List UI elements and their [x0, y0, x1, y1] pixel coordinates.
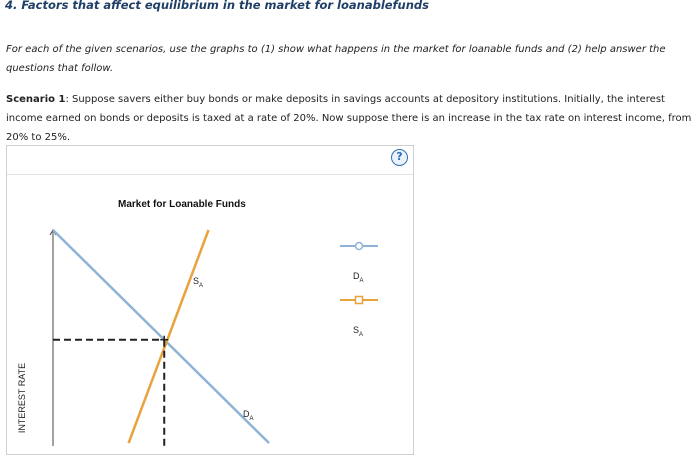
curve-label-da: $D_A$ [243, 409, 254, 422]
demand-curve-da[interactable] [53, 230, 269, 443]
legend-sa-square-icon [356, 297, 363, 304]
legend-item-sa[interactable] [340, 297, 378, 339]
scenario-label: Scenario 1 [6, 94, 66, 105]
supply-curve-sa[interactable] [129, 230, 209, 443]
help-button[interactable]: ? [391, 149, 408, 166]
legend-da-circle-icon [356, 243, 363, 250]
y-axis-title: INTEREST RATE [17, 362, 27, 434]
scenario-body: : Suppose savers either buy bonds or make deposits in savings accounts at depository institutions. Initially, the interest income earned on bonds or deposits is taxed at a rate of 20%. Now suppose there is an increase in the tax rate on interest income, from 20% to 25%. [6, 94, 692, 143]
intro-text: For each of the given scenarios, use the graphs to (1) show what happens in the market for loanable funds and (2) help answer the questions that follow. [6, 44, 666, 74]
legend-sa-label: $S_A$ [353, 325, 364, 338]
question-title-text: Factors that affect equilibrium in the market for loanablefunds [21, 0, 430, 12]
loanable-funds-graph[interactable] [7, 146, 415, 446]
legend-da-label: $D_A$ [353, 271, 364, 284]
scenario-text [6, 90, 698, 147]
question-number: 4. [5, 0, 18, 12]
chart-title: Market for Loanable Funds [118, 199, 246, 210]
legend-item-da[interactable] [340, 243, 378, 285]
curve-label-sa: $S_A$ [193, 276, 204, 289]
graph-panel [6, 145, 414, 455]
question-title [5, 0, 429, 12]
